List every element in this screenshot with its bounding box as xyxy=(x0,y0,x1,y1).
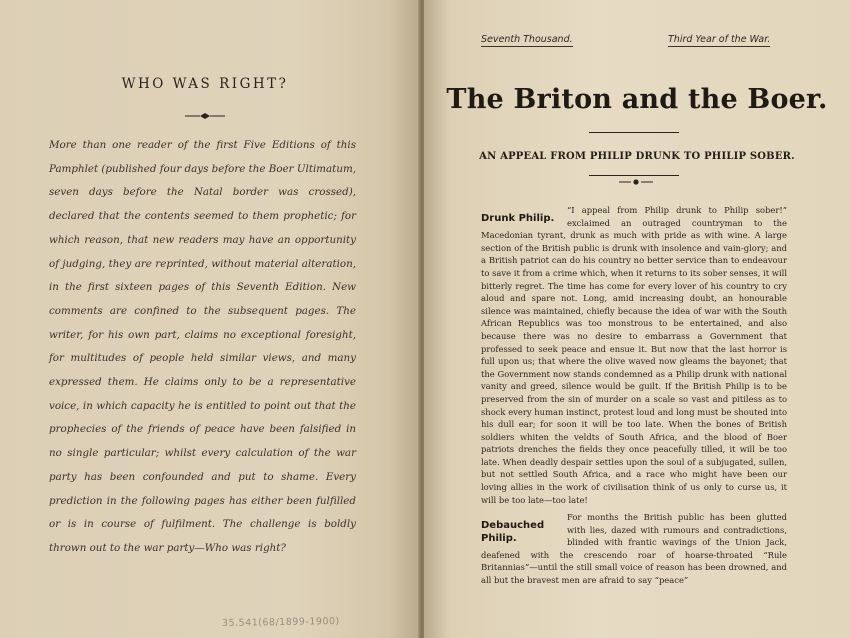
section-debauched-philip xyxy=(481,511,787,587)
section-label: Drunk Philip. xyxy=(481,213,555,224)
title-rule xyxy=(589,132,679,133)
section-drunk-philip xyxy=(481,204,787,506)
ornament-divider-icon xyxy=(185,112,225,120)
section-text: For months the British public has been glutted with lies, dazed with rumours and contradictions, blinded with frantic wavings of the Union Jack, deafened with the crescendo roar of hoarse-throated “Rule Britannias”—until the still small voice of reason has been drowned, and all but the bravest men are afraid to say “peace” xyxy=(481,512,787,585)
page-title: The Briton and the Boer. xyxy=(446,84,828,115)
right-page xyxy=(424,0,850,638)
header-right: Third Year of the War. xyxy=(668,34,771,45)
section-label: Debauched Philip. xyxy=(481,520,545,544)
subtitle-rule xyxy=(589,175,679,176)
header-left: Seventh Thousand. xyxy=(481,34,573,45)
left-page xyxy=(0,0,422,638)
library-stamp: 35.541(68/1899-1900) xyxy=(221,615,340,630)
ornament-divider-icon xyxy=(619,178,653,186)
left-page-body: More than one reader of the first Five Editions of this Pamphlet (published four days before the Boer Ultimatum, seven days before the Natal border was crossed), declared that the contents seemed to them prophetic; for which reason, that new readers may have an opportunity of judging, they are reprinted, without material alteration, in the first sixteen pages of this Seventh Edition. New comments are confined to the subsequent pages. The writer, for his own part, claims no exceptional foresight, for multitudes of people held similar views, and many expressed them. He claims only to be a representative voice, in which capacity he is entitled to point out that the prophecies of the friends of peace have been falsified in no single particular; whilst every calculation of the war party has been confounded and put to shame. Every prediction in the following pages has either been fulfilled or is in course of fulfilment. The challenge is boldly thrown out to the war party—Who was right? xyxy=(49,139,356,554)
section-text: “I appeal from Philip drunk to Philip sober!” exclaimed an outraged countryman to the Macedonian tyrant, drunk as much with pride as with wine. A large section of the British public is drunk with insolence and vain-glory; and a British patriot can do his country no better service than to endeavour to save it from a crime which, when it returns to its sober senses, it will bitterly regret. The time has come for every lover of his country to cry aloud and spare not. Long, amid increasing doubt, an honourable silence was maintained, chiefly because the idea of war with the South African Republics was too monstrous to be entertained, and also because there was no desire to embarrass a Government that professed to seek peace and ensue it. But now that the last horror is full upon us; that where the olive waved now gleams the bayonet; that the Government now stands condemned as a Philip drunk with national vanity and greed, silence would be guilt. If the British Philip is to be preserved from the sin of murder on a scale so vast and pitiless as to shock every human instinct, protest loud and long must be shouted into his dull ear; for soon it will be too late. When the bones of British soldiers whiten the veldts of South Africa, and the blood of Boer patriots drenches the fields they once peacefully tilled, it will be too late. When deadly despair settles upon the soul of a subjugated, sullen, but not settled South Africa, and a race who might have been our loving allies in the work of civilisation think of us only to curse us, it will be too late—too late! xyxy=(481,205,787,505)
left-page-title: WHO WAS RIGHT? xyxy=(121,76,289,92)
page-subtitle: AN APPEAL FROM PHILIP DRUNK TO PHILIP SOBER. xyxy=(479,151,795,162)
